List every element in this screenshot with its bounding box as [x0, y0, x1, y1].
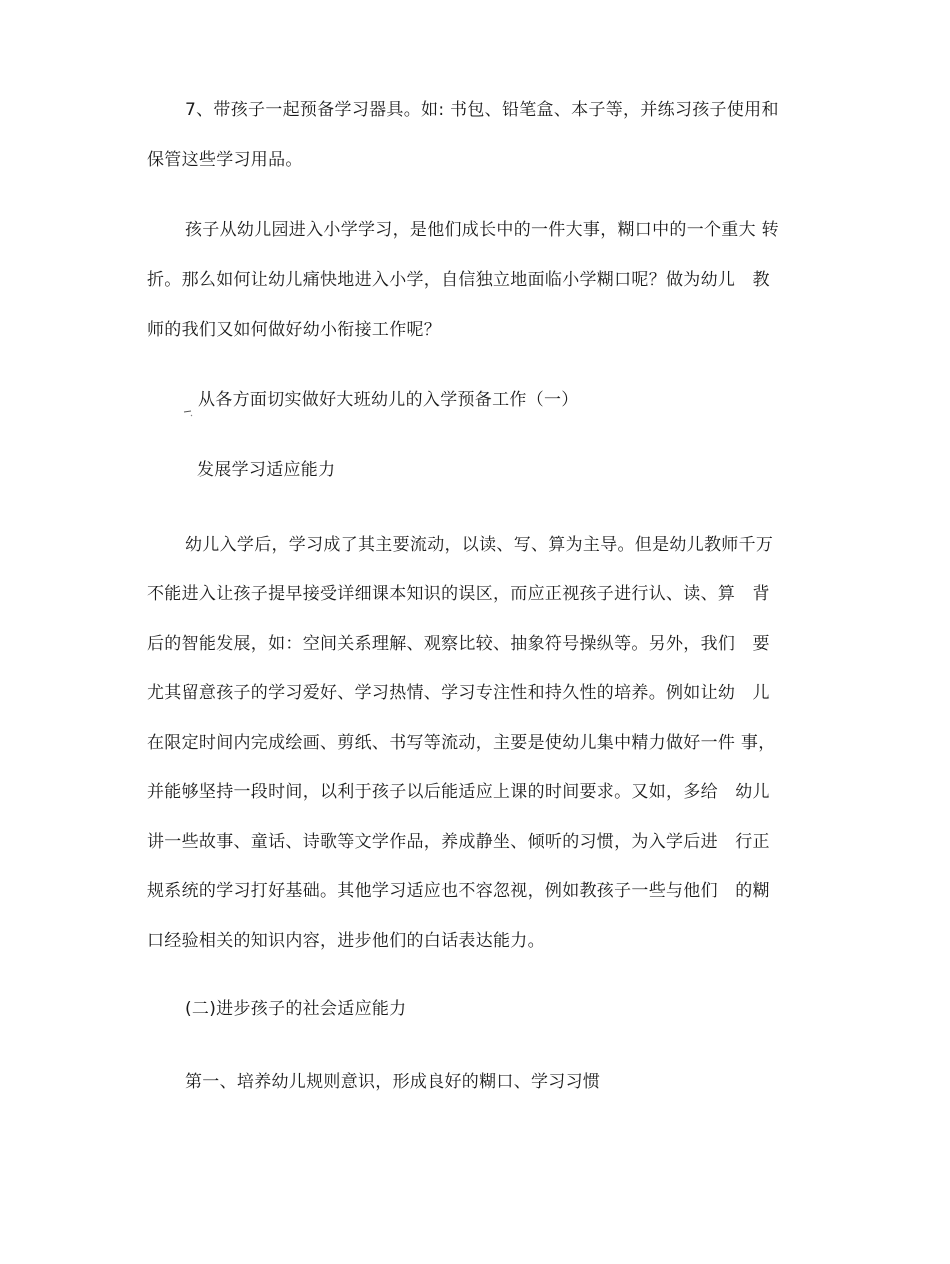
paragraph-1-line-1: 7、带孩子一起预备学习器具。如: 书包、铅笔盒、本子等，并练习孩子使用和	[185, 100, 779, 120]
paragraph-3-line-1: 幼儿入学后，学习成了其主要流动，以读、写、算为主导。但是幼儿教师千万	[185, 535, 774, 555]
paragraph-2-line-3: 师的我们又如何做好幼小衔接工作呢？	[147, 320, 442, 340]
paragraph-1-line-2: 保管这些学习用品。	[147, 150, 303, 170]
paragraph-3-line-7: 讲一些故事、童话、诗歌等文学作品，养成静坐、倾听的习惯，为入学后进 行正	[147, 832, 770, 852]
paragraph-4-line-1: 第一、培养幼儿规则意识，形成良好的糊口、学习习惯	[185, 1072, 601, 1092]
paragraph-3-line-8: 规系统的学习打好基础。其他学习适应也不容忽视，例如教孩子一些与他们 的糊	[147, 881, 770, 901]
paragraph-3-line-4: 尤其留意孩子的学习爱好、学习热情、学习专注性和持久性的培养。例如让幼 儿	[147, 683, 770, 703]
section-heading: 从各方面切实做好大班幼儿的入学预备工作（一）	[198, 390, 579, 410]
paragraph-3-line-9: 口经验相关的知识内容，进步他们的白话表达能力。	[147, 931, 545, 951]
sub-heading-2: (二)进步孩子的社会适应能力	[185, 999, 407, 1019]
paragraph-3-line-6: 并能够坚持一段时间，以利于孩子以后能适应上课的时间要求。又如，多给 幼儿	[147, 782, 770, 802]
paragraph-2-line-1: 孩子从幼儿园进入小学学习，是他们成长中的一件大事，糊口中的一个重大 转	[185, 220, 779, 240]
paragraph-2-line-2: 折。那么如何让幼儿痛快地进入小学，自信独立地面临小学糊口呢？做为幼儿 教	[147, 270, 770, 290]
sub-heading-1: 发展学习适应能力	[197, 460, 336, 480]
paragraph-3-line-5: 在限定时间内完成绘画、剪纸、书写等流动，主要是使幼儿集中精力做好一件 事，	[147, 733, 776, 753]
paragraph-3-line-3: 后的智能发展，如：空间关系理解、观察比较、抽象符号操纵等。另外，我们 要	[147, 634, 770, 654]
paragraph-3-line-2: 不能进入让孩子提早接受详细课本知识的误区，而应正视孩子进行认、读、算 背	[147, 584, 770, 604]
scan-artifact-mark	[183, 409, 193, 417]
